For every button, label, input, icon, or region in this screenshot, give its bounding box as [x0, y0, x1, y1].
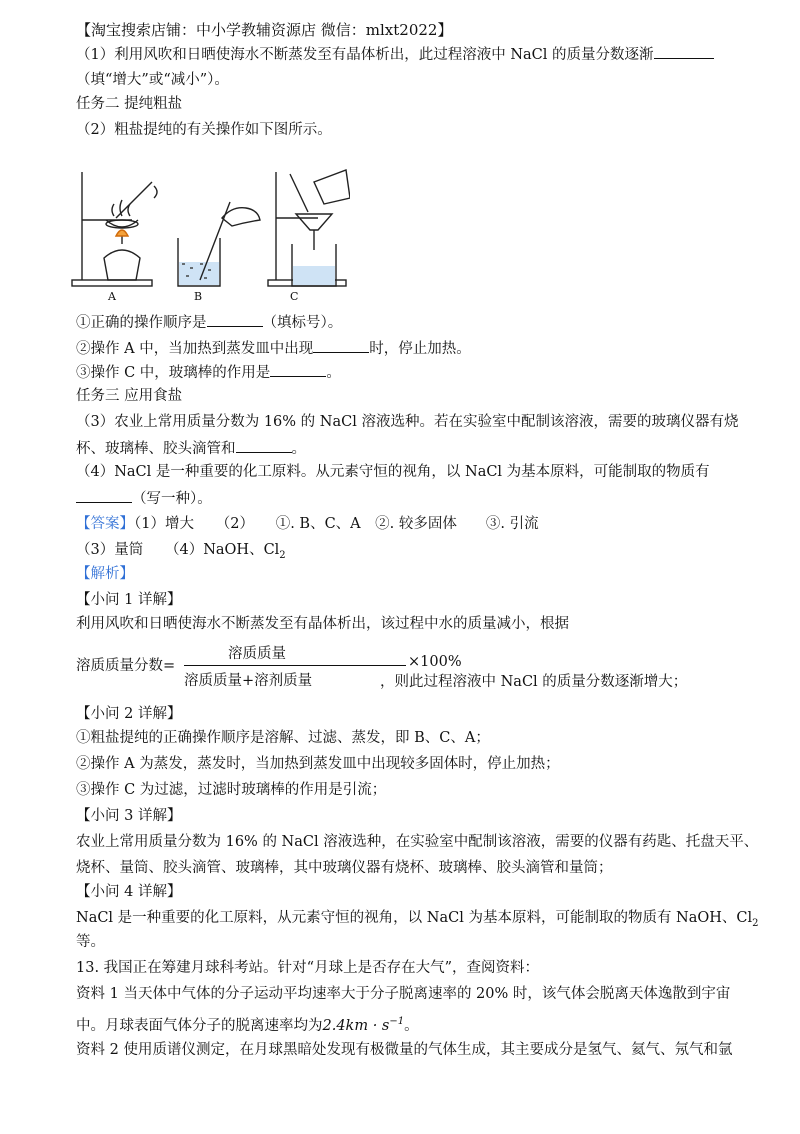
flame-icon [116, 230, 128, 236]
q3-line1: （3）农业上常用质量分数为 16% 的 NaCl 溶液选种。若在实验室中配制该溶液，需要的玻璃仪器有烧 [76, 414, 739, 430]
q1-blank [654, 44, 714, 59]
d2-line2: ②操作 A 为蒸发，蒸发时，当加热到蒸发皿中出现较多固体时，停止加热； [76, 756, 560, 772]
funnel-icon [296, 214, 332, 230]
d1-line1: 利用风吹和日晒使海水不断蒸发至有晶体析出，该过程中水的质量减小，根据 [76, 616, 569, 632]
formula-numerator: 溶质质量 [228, 646, 286, 662]
fig-label-c: C [290, 290, 299, 303]
glass-rod-c [290, 174, 308, 212]
q2-sub3: ③操作 C 中，玻璃棒的作用是 。 [76, 362, 341, 383]
fig-label-b: B [194, 290, 203, 303]
pouring-beaker-icon [314, 170, 350, 204]
q2-sub2-blank [313, 338, 369, 353]
q13-line4: 资料 2 使用质谱仪测定，在月球黑暗处发现有极微量的气体生成，其主要成分是氢气、氦气、氖气和氩 [76, 1042, 733, 1058]
fig-label-a: A [108, 290, 116, 303]
apparatus-figure [70, 162, 350, 304]
d4-line1: NaCl 是一种重要的化工原料，从元素守恒的视角，以 NaCl 为基本原料，可能制取的物质有 NaOH、$Cl_2$ [76, 910, 759, 929]
q1-line1: （1）利用风吹和日晒使海水不断蒸发至有晶体析出，此过程溶液中 NaCl 的质量分数逐渐 [76, 44, 714, 65]
q2-sub3-blank [270, 362, 326, 377]
hand-icon [222, 208, 260, 226]
d3-title: 【小问 3 详解】 [76, 808, 182, 824]
q2-sub2: ②操作 A 中，当加热到蒸发皿中出现 时，停止加热。 [76, 338, 471, 359]
answer-line2: （3）量筒 （4）NaOH、$Cl_2$ [76, 542, 286, 561]
answer-line1: 【答案】（1）增大 （2） ①. B、C、A ②. 较多固体 ③. 引流 [76, 516, 539, 532]
q4-line1: （4）NaCl 是一种重要的化工原料。从元素守恒的视角，以 NaCl 为基本原料，可能制取的物质有 [76, 464, 710, 480]
stir-arrow-icon [154, 186, 157, 198]
escape-velocity-value: $2.4km \cdot s^{-1}$ [322, 1016, 405, 1034]
d3-line2: 烧杯、量筒、胶头滴管、玻璃棒，其中玻璃仪器有烧杯、玻璃棒、胶头滴管和量筒； [76, 860, 613, 876]
q13-line3: 中。月球表面气体分子的脱离速率均为$2.4km \cdot s^{-1}$。 [76, 1016, 419, 1034]
q3-line2: 杯、玻璃棒、胶头滴管和 。 [76, 438, 306, 459]
d1-title: 【小问 1 详解】 [76, 592, 182, 608]
q13-line2: 资料 1 当天体中气体的分子运动平均速率大于分子脱离速率的 20% 时，该气体会脱离天体逸散到宇宙 [76, 986, 731, 1002]
d4-title: 【小问 4 详解】 [76, 884, 182, 900]
stand-base-a [72, 280, 152, 286]
d2-line1: ①粗盐提纯的正确操作顺序是溶解、过滤、蒸发，即 B、C、A； [76, 730, 490, 746]
analysis-label: 【解析】 [76, 566, 134, 582]
answer-label: 【答案】 [76, 516, 134, 532]
q4-blank [76, 488, 132, 503]
d2-title: 【小问 2 详解】 [76, 706, 182, 722]
task3-heading: 任务三 应用食盐 [76, 388, 183, 404]
q4-line2: （写一种）。 [76, 488, 212, 509]
q3-blank [236, 438, 292, 453]
formula-percent: ×100% [408, 654, 462, 670]
formula-denominator: 溶质质量+溶剂质量 [184, 673, 313, 689]
q1-line2: （填“增大”或“减小”）。 [76, 72, 229, 88]
header-banner: 【淘宝搜索店铺：中小学教辅资源店 微信：mlxt2022】 [76, 21, 453, 39]
alcohol-lamp-icon [104, 250, 140, 280]
fraction-bar [184, 665, 406, 666]
d3-line1: 农业上常用质量分数为 16% 的 NaCl 溶液选种，在实验室中配制该溶液，需要的仪器有药匙、托盘天平、 [76, 834, 759, 850]
q2-sub1-blank [207, 312, 263, 327]
q2-sub1: ①正确的操作顺序是 （填标号）。 [76, 312, 342, 333]
d4-line2: 等。 [76, 934, 105, 950]
mass-fraction-formula [76, 640, 462, 690]
q13-line1: 13. 我国正在筹建月球科考站。针对“月球上是否存在大气”，查阅资料： [76, 960, 539, 976]
d2-line3: ③操作 C 为过滤，过滤时玻璃棒的作用是引流； [76, 782, 387, 798]
d1-line2: ，则此过程溶液中 NaCl 的质量分数逐渐增大； [380, 674, 688, 690]
q2-intro: （2）粗盐提纯的有关操作如下图所示。 [76, 122, 332, 138]
formula-lhs: 溶质质量分数= [76, 658, 176, 674]
task2-heading: 任务二 提纯粗盐 [76, 96, 183, 112]
